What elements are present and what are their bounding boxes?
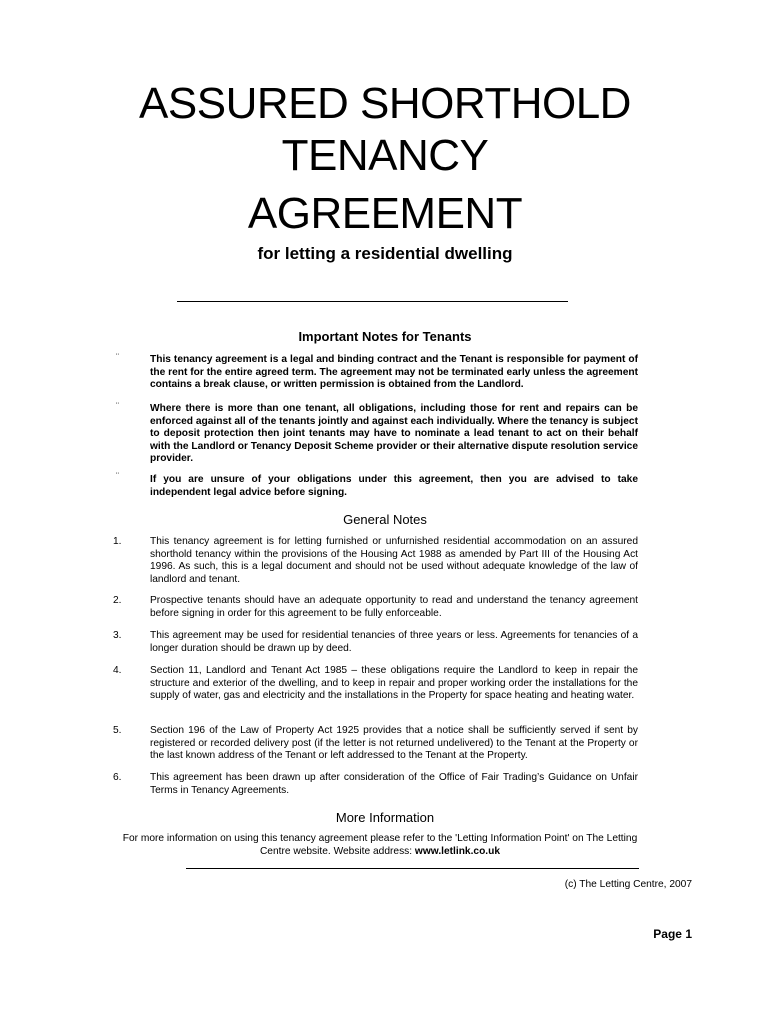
- more-information-body: For more information on using this tenancy agreement please refer to the 'Letting Information Point' on The Letting Centre website. Website address:: [122, 833, 638, 857]
- document-title-line-1: ASSURED SHORTHOLD: [139, 79, 631, 128]
- general-note-number: 3.: [113, 630, 122, 641]
- bullet-icon: ¨: [116, 352, 119, 362]
- important-note-3: If you are unsure of your obligations under this agreement, then you are advised to take independent legal advice before signing.: [150, 474, 638, 498]
- website-link[interactable]: www.letlink.co.uk: [414, 845, 501, 857]
- general-note-2: Prospective tenants should have an adequate opportunity to read and understand the tenancy agreement before signing in order for this agreement to be fully enforceable.: [150, 595, 638, 619]
- footer-divider: [186, 868, 639, 869]
- general-note-4: Section 11, Landlord and Tenant Act 1985 – these obligations require the Landlord to keep in repair the structure and exterior of the dwelling, and to keep in repair and proper working order the installations for the supply of water, gas and electricity and the installations in the Property for space heating and heating water.: [150, 665, 638, 701]
- general-note-3: This agreement may be used for residential tenancies of three years or less. Agreements for tenancies of a longer duration should be drawn up by deed.: [150, 630, 638, 654]
- general-note-number: 6.: [113, 772, 122, 783]
- more-information-text: [110, 833, 650, 858]
- more-information-heading: More Information: [335, 810, 435, 825]
- title-divider: [177, 301, 568, 302]
- document-subtitle: for letting a residential dwelling: [257, 244, 513, 263]
- important-note-2: Where there is more than one tenant, all obligations, including those for rent and repairs can be enforced against all of the tenants jointly and against each individually. Where the tenancy is subject to deposit protection then joint tenants may have to nominate a lead tenant to act on their behalf with the Landlord or Tenancy Deposit Scheme provider or their alternative dispute resolution service provider.: [150, 403, 638, 464]
- general-notes-heading: General Notes: [343, 512, 427, 527]
- general-note-6: This agreement has been drawn up after consideration of the Office of Fair Trading’s Guidance on Unfair Terms in Tenancy Agreements.: [150, 772, 638, 796]
- general-note-5: Section 196 of the Law of Property Act 1925 provides that a notice shall be sufficiently served if sent by registered or recorded delivery post (if the letter is not returned undelivered) to the Tenant at the Property or the last known address of the Tenant or left addressed to the Tenant at the Property.: [150, 725, 638, 761]
- document-title-line-2: TENANCY: [281, 131, 489, 180]
- bullet-icon: ¨: [116, 471, 119, 481]
- important-notes-heading: Important Notes for Tenants: [298, 329, 472, 344]
- general-note-number: 4.: [113, 665, 122, 676]
- important-note-1: This tenancy agreement is a legal and binding contract and the Tenant is responsible for payment of the rent for the entire agreed term. The agreement may not be terminated early unless the agreement contains a break clause, or written permission is obtained from the Landlord.: [150, 354, 638, 390]
- copyright-notice: (c) The Letting Centre, 2007: [564, 879, 692, 890]
- page-number: Page 1: [653, 927, 692, 941]
- general-note-number: 5.: [113, 725, 122, 736]
- general-note-number: 1.: [113, 536, 122, 547]
- general-note-number: 2.: [113, 595, 122, 606]
- document-title-line-3: AGREEMENT: [247, 189, 523, 238]
- general-note-1: This tenancy agreement is for letting furnished or unfurnished residential accommodation on an assured shorthold tenancy within the provisions of the Housing Act 1988 as amended by Part III of the Housing Act 1996. As such, this is a legal document and should not be used without adequate knowledge of the law of landlord and tenant.: [150, 536, 638, 585]
- bullet-icon: ¨: [116, 401, 119, 411]
